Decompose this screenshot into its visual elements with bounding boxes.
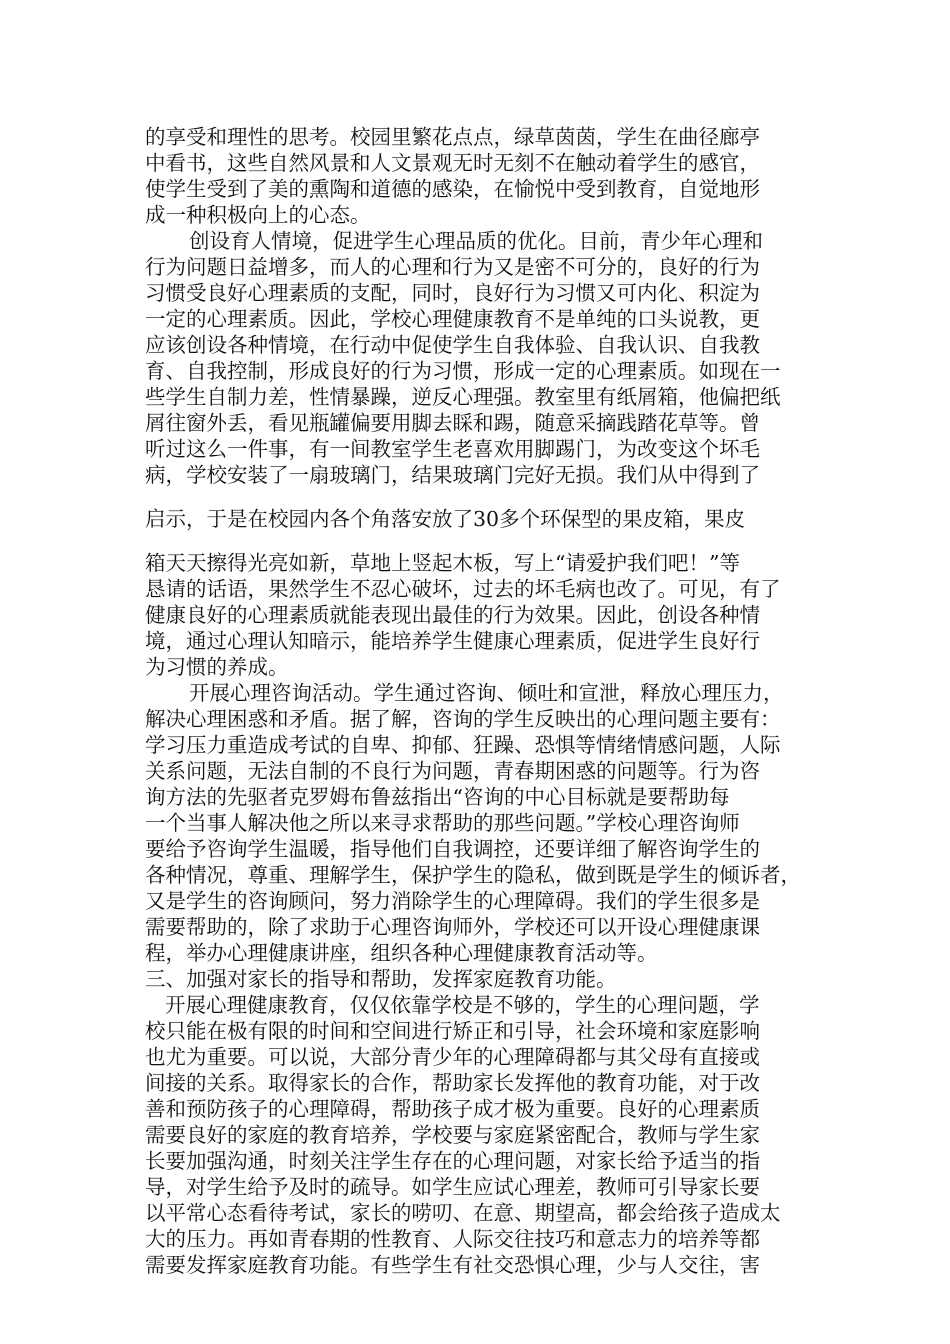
text-line: 的享受和理性的思考。校园里繁花点点，绿草茵茵，学生在曲径廊亭 xyxy=(145,125,760,149)
text-line: 需要良好的家庭的教育培养，学校要与家庭紧密配合，教师与学生家 xyxy=(145,1123,760,1147)
text-line: 又是学生的咨询顾问，努力消除学生的心理障碍。我们的学生很多是 xyxy=(145,889,760,913)
text-line: 为习惯的养成。 xyxy=(145,655,289,679)
text-line: 各种情况，尊重、理解学生，保护学生的隐私，做到既是学生的倾诉者， xyxy=(145,863,801,887)
text-line: 习惯受良好心理素质的支配，同时，良好行为习惯又可内化、积淀为 xyxy=(145,281,760,305)
text-line: 病，学校安装了一扇玻璃门，结果玻璃门完好无损。我们从中得到了 xyxy=(145,463,760,487)
paragraph-start-line: 创设育人情境，促进学生心理品质的优化。目前，青少年心理和 xyxy=(189,229,763,253)
text-line: 恳请的话语，果然学生不忍心破坏，过去的坏毛病也改了。可见，有了 xyxy=(145,577,781,601)
paragraph-start-line: 开展心理健康教育，仅仅依靠学校是不够的，学生的心理问题，学 xyxy=(165,993,760,1017)
text-line: 需要发挥家庭教育功能。有些学生有社交恐惧心理，少与人交往，害 xyxy=(145,1253,760,1277)
text-line: 一个当事人解决他之所以来寻求帮助的那些问题。”学校心理咨询师 xyxy=(145,811,740,835)
text-line: 询方法的先驱者克罗姆布鲁兹指出“咨询的中心目标就是要帮助每 xyxy=(145,785,730,809)
text-line: 屑往窗外丢，看见瓶罐偏要用脚去睬和踢，随意采摘践踏花草等。曾 xyxy=(145,411,760,435)
text-line: 中看书，这些自然风景和人文景观无时无刻不在触动着学生的感官， xyxy=(145,151,760,175)
text-line: 箱天天擦得光亮如新，草地上竖起木板，写上“请爱护我们吧！”等 xyxy=(145,551,740,575)
text-line: 也尤为重要。可以说，大部分青少年的心理障碍都与其父母有直接或 xyxy=(145,1045,760,1069)
text-line: 需要帮助的，除了求助于心理咨询师外，学校还可以开设心理健康课 xyxy=(145,915,760,939)
text-line: 一定的心理素质。因此，学校心理健康教育不是单纯的口头说教，更 xyxy=(145,307,760,331)
text-line: 行为问题日益增多，而人的心理和行为又是密不可分的，良好的行为 xyxy=(145,255,760,279)
text-line: 大的压力。再如青春期的性教育、人际交往技巧和意志力的培养等都 xyxy=(145,1227,760,1251)
text-line: 善和预防孩子的心理障碍，帮助孩子成才极为重要。良好的心理素质 xyxy=(145,1097,760,1121)
text-line: 健康良好的心理素质就能表现出最佳的行为效果。因此，创设各种情 xyxy=(145,603,760,627)
text-line: 成一种积极向上的心态。 xyxy=(145,203,371,227)
text-line: 间接的关系。取得家长的合作，帮助家长发挥他的教育功能，对于改 xyxy=(145,1071,760,1095)
text-line: 导，对学生给予及时的疏导。如学生应试心理差，教师可引导家长要 xyxy=(145,1175,760,1199)
text-line: 解决心理困惑和矛盾。据了解，咨询的学生反映出的心理问题主要有： xyxy=(145,707,781,731)
text-line: 境，通过心理认知暗示，能培养学生健康心理素质，促进学生良好行 xyxy=(145,629,760,653)
text-line: 学习压力重造成考试的自卑、抑郁、狂躁、恐惧等情绪情感问题，人际 xyxy=(145,733,781,757)
text-line: 以平常心态看待考试，家长的唠叨、在意、期望高，都会给孩子造成太 xyxy=(145,1201,781,1225)
body-text xyxy=(145,124,825,1278)
text-line: 些学生自制力差，性情暴躁，逆反心理强。教室里有纸屑箱，他偏把纸 xyxy=(145,385,781,409)
text-line: 育、自我控制，形成良好的行为习惯，形成一定的心理素质。如现在一 xyxy=(145,359,781,383)
text-line: 程，举办心理健康讲座，组织各种心理健康教育活动等。 xyxy=(145,941,658,965)
text-line: 长要加强沟通，时刻关注学生存在的心理问题，对家长给予适当的指 xyxy=(145,1149,760,1173)
section-heading: 三、加强对家长的指导和帮助，发挥家庭教育功能。 xyxy=(145,967,617,991)
text-line: 校只能在极有限的时间和空间进行矫正和引导，社会环境和家庭影响 xyxy=(145,1019,760,1043)
text-line: 关系问题，无法自制的不良行为问题，青春期困惑的问题等。行为咨 xyxy=(145,759,760,783)
paragraph-start-line: 开展心理咨询活动。学生通过咨询、倾吐和宣泄，释放心理压力， xyxy=(189,681,784,705)
text-line: 使学生受到了美的熏陶和道德的感染，在愉悦中受到教育，自觉地形 xyxy=(145,177,760,201)
text-line: 听过这么一件事，有一间教室学生老喜欢用脚踢门，为改变这个坏毛 xyxy=(145,437,760,461)
text-line: 启示，于是在校园内各个角落安放了30多个环保型的果皮箱，果皮 xyxy=(145,507,746,531)
text-line: 要给予咨询学生温暖，指导他们自我调控，还要详细了解咨询学生的 xyxy=(145,837,760,861)
text-line: 应该创设各种情境，在行动中促使学生自我体验、自我认识、自我教 xyxy=(145,333,760,357)
